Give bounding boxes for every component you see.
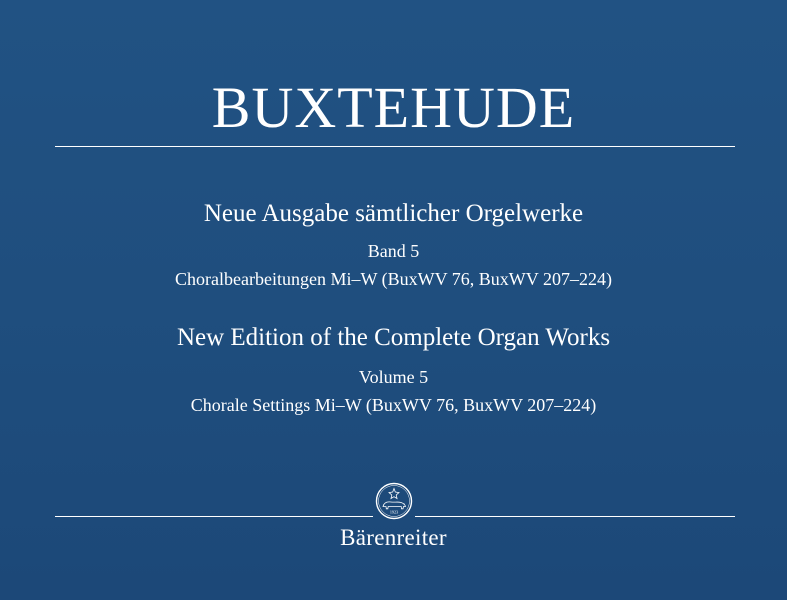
german-subtitle: Choralbearbeitungen Mi–W (BuxWV 76, BuxWV 207–224) [175,269,612,289]
english-subtitle: Chorale Settings Mi–W (BuxWV 76, BuxWV 207–224) [190,395,597,415]
logo-year-text: 1923 [389,509,399,515]
english-volume: Volume 5 [358,367,429,387]
bottom-divider-right [415,516,735,517]
bottom-divider-left [55,516,373,517]
composer-name: BUXTEHUDE [211,75,576,140]
publisher-name: Bärenreiter [340,525,447,550]
baerenreiter-bear-seal-icon [374,481,414,521]
german-title: Neue Ausgabe sämtlicher Orgelwerke [203,200,584,227]
english-title: New Edition of the Complete Organ Works [176,324,611,351]
top-divider [55,146,735,147]
german-volume: Band 5 [367,241,420,261]
